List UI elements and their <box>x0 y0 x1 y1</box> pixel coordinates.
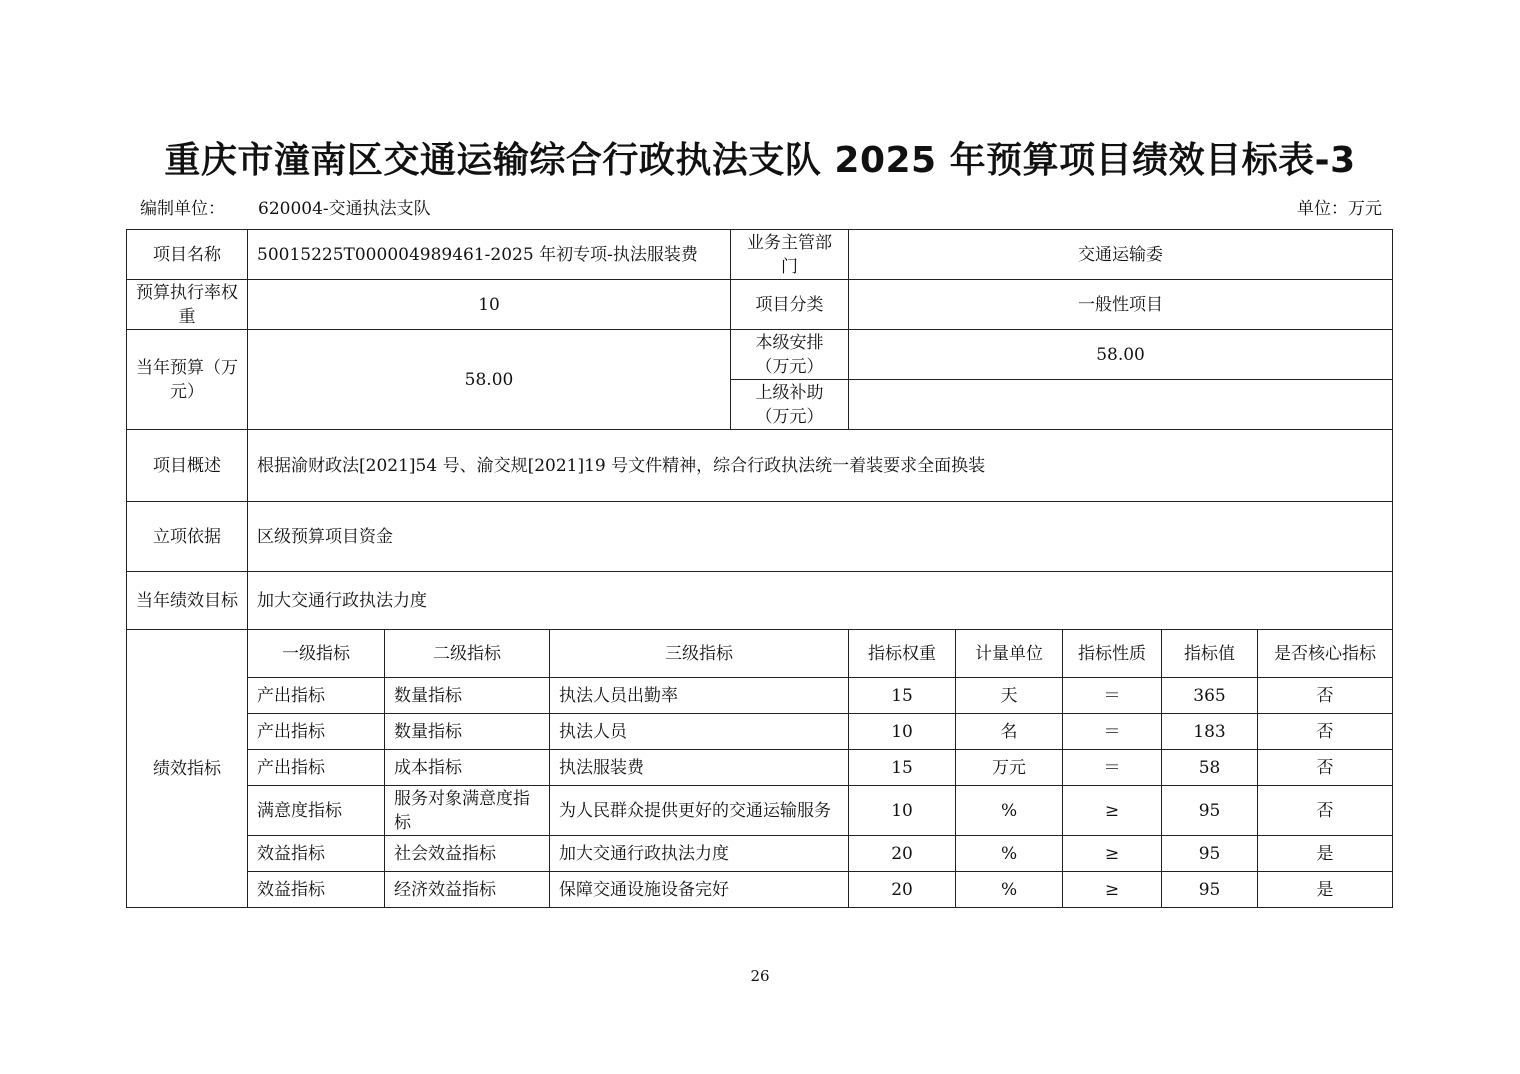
exec-weight-value: 10 <box>248 280 731 330</box>
header-weight: 指标权重 <box>849 630 956 678</box>
overview-label: 项目概述 <box>127 430 248 502</box>
cell-value: 58 <box>1162 750 1258 786</box>
cell-level2: 成本指标 <box>385 750 550 786</box>
cell-value: 183 <box>1162 714 1258 750</box>
cell-nature: ＝ <box>1063 750 1162 786</box>
dept-value: 交通运输委 <box>849 230 1393 280</box>
money-unit-label: 单位：万元 <box>1297 199 1382 219</box>
upper-subsidy-value <box>849 380 1393 430</box>
org-value: 620004-交通执法支队 <box>258 199 431 219</box>
basis-value: 区级预算项目资金 <box>248 502 1393 572</box>
cell-value: 95 <box>1162 836 1258 872</box>
cell-core: 是 <box>1258 836 1393 872</box>
org-label: 编制单位： <box>140 199 225 219</box>
project-name-value: 50015225T000004989461-2025 年初专项-执法服装费 <box>248 230 731 280</box>
cell-nature: ≥ <box>1063 872 1162 908</box>
cell-level2: 社会效益指标 <box>385 836 550 872</box>
header-value: 指标值 <box>1162 630 1258 678</box>
performance-table <box>126 229 1393 908</box>
project-name-label: 项目名称 <box>127 230 248 280</box>
cell-nature: ＝ <box>1063 678 1162 714</box>
cell-nature: ≥ <box>1063 836 1162 872</box>
cell-level3: 执法人员出勤率 <box>550 678 849 714</box>
cell-unit: % <box>956 836 1063 872</box>
cell-unit: % <box>956 872 1063 908</box>
cell-level3: 为人民群众提供更好的交通运输服务 <box>550 786 849 836</box>
cell-level2: 数量指标 <box>385 678 550 714</box>
table-row <box>127 750 1393 786</box>
goal-value: 加大交通行政执法力度 <box>248 572 1393 630</box>
cell-weight: 10 <box>849 714 956 750</box>
cell-unit: 万元 <box>956 750 1063 786</box>
header-level1: 一级指标 <box>248 630 385 678</box>
cell-level1: 效益指标 <box>248 872 385 908</box>
budget-value: 58.00 <box>248 330 731 430</box>
cell-weight: 20 <box>849 872 956 908</box>
cell-weight: 20 <box>849 836 956 872</box>
cell-weight: 10 <box>849 786 956 836</box>
cell-level1: 效益指标 <box>248 836 385 872</box>
header-core: 是否核心指标 <box>1258 630 1393 678</box>
table-row <box>127 836 1393 872</box>
table-row <box>127 678 1393 714</box>
page-title: 重庆市潼南区交通运输综合行政执法支队 2025 年预算项目绩效目标表-3 <box>164 140 1356 181</box>
basis-label: 立项依据 <box>127 502 248 572</box>
local-funding-label: 本级安排（万元） <box>731 330 849 380</box>
category-value: 一般性项目 <box>849 280 1393 330</box>
cell-value: 95 <box>1162 786 1258 836</box>
cell-unit: 天 <box>956 678 1063 714</box>
cell-core: 否 <box>1258 714 1393 750</box>
cell-level2: 数量指标 <box>385 714 550 750</box>
cell-level1: 产出指标 <box>248 750 385 786</box>
goal-label: 当年绩效目标 <box>127 572 248 630</box>
header-level3: 三级指标 <box>550 630 849 678</box>
page-number: 26 <box>750 967 770 985</box>
cell-nature: ＝ <box>1063 714 1162 750</box>
cell-level3: 加大交通行政执法力度 <box>550 836 849 872</box>
cell-core: 否 <box>1258 750 1393 786</box>
header-nature: 指标性质 <box>1063 630 1162 678</box>
cell-value: 365 <box>1162 678 1258 714</box>
cell-nature: ≥ <box>1063 786 1162 836</box>
table-row <box>127 714 1393 750</box>
cell-core: 是 <box>1258 872 1393 908</box>
table-row <box>127 872 1393 908</box>
cell-level1: 产出指标 <box>248 714 385 750</box>
overview-value: 根据渝财政法[2021]54 号、渝交规[2021]19 号文件精神，综合行政执法统一着装要求全面换装 <box>248 430 1393 502</box>
header-level2: 二级指标 <box>385 630 550 678</box>
cell-weight: 15 <box>849 678 956 714</box>
budget-label: 当年预算（万元） <box>127 330 248 430</box>
cell-core: 否 <box>1258 678 1393 714</box>
cell-unit: % <box>956 786 1063 836</box>
cell-level1: 产出指标 <box>248 678 385 714</box>
local-funding-value: 58.00 <box>849 330 1393 380</box>
cell-level3: 执法服装费 <box>550 750 849 786</box>
cell-level3: 执法人员 <box>550 714 849 750</box>
indicators-section-label: 绩效指标 <box>127 630 248 908</box>
exec-weight-label: 预算执行率权重 <box>127 280 248 330</box>
category-label: 项目分类 <box>731 280 849 330</box>
upper-subsidy-label: 上级补助（万元） <box>731 380 849 430</box>
cell-weight: 15 <box>849 750 956 786</box>
header-unit: 计量单位 <box>956 630 1063 678</box>
dept-label: 业务主管部门 <box>731 230 849 280</box>
cell-level2: 经济效益指标 <box>385 872 550 908</box>
cell-level1: 满意度指标 <box>248 786 385 836</box>
table-row <box>127 786 1393 836</box>
cell-level2: 服务对象满意度指标 <box>385 786 550 836</box>
cell-level3: 保障交通设施设备完好 <box>550 872 849 908</box>
cell-core: 否 <box>1258 786 1393 836</box>
cell-value: 95 <box>1162 872 1258 908</box>
cell-unit: 名 <box>956 714 1063 750</box>
